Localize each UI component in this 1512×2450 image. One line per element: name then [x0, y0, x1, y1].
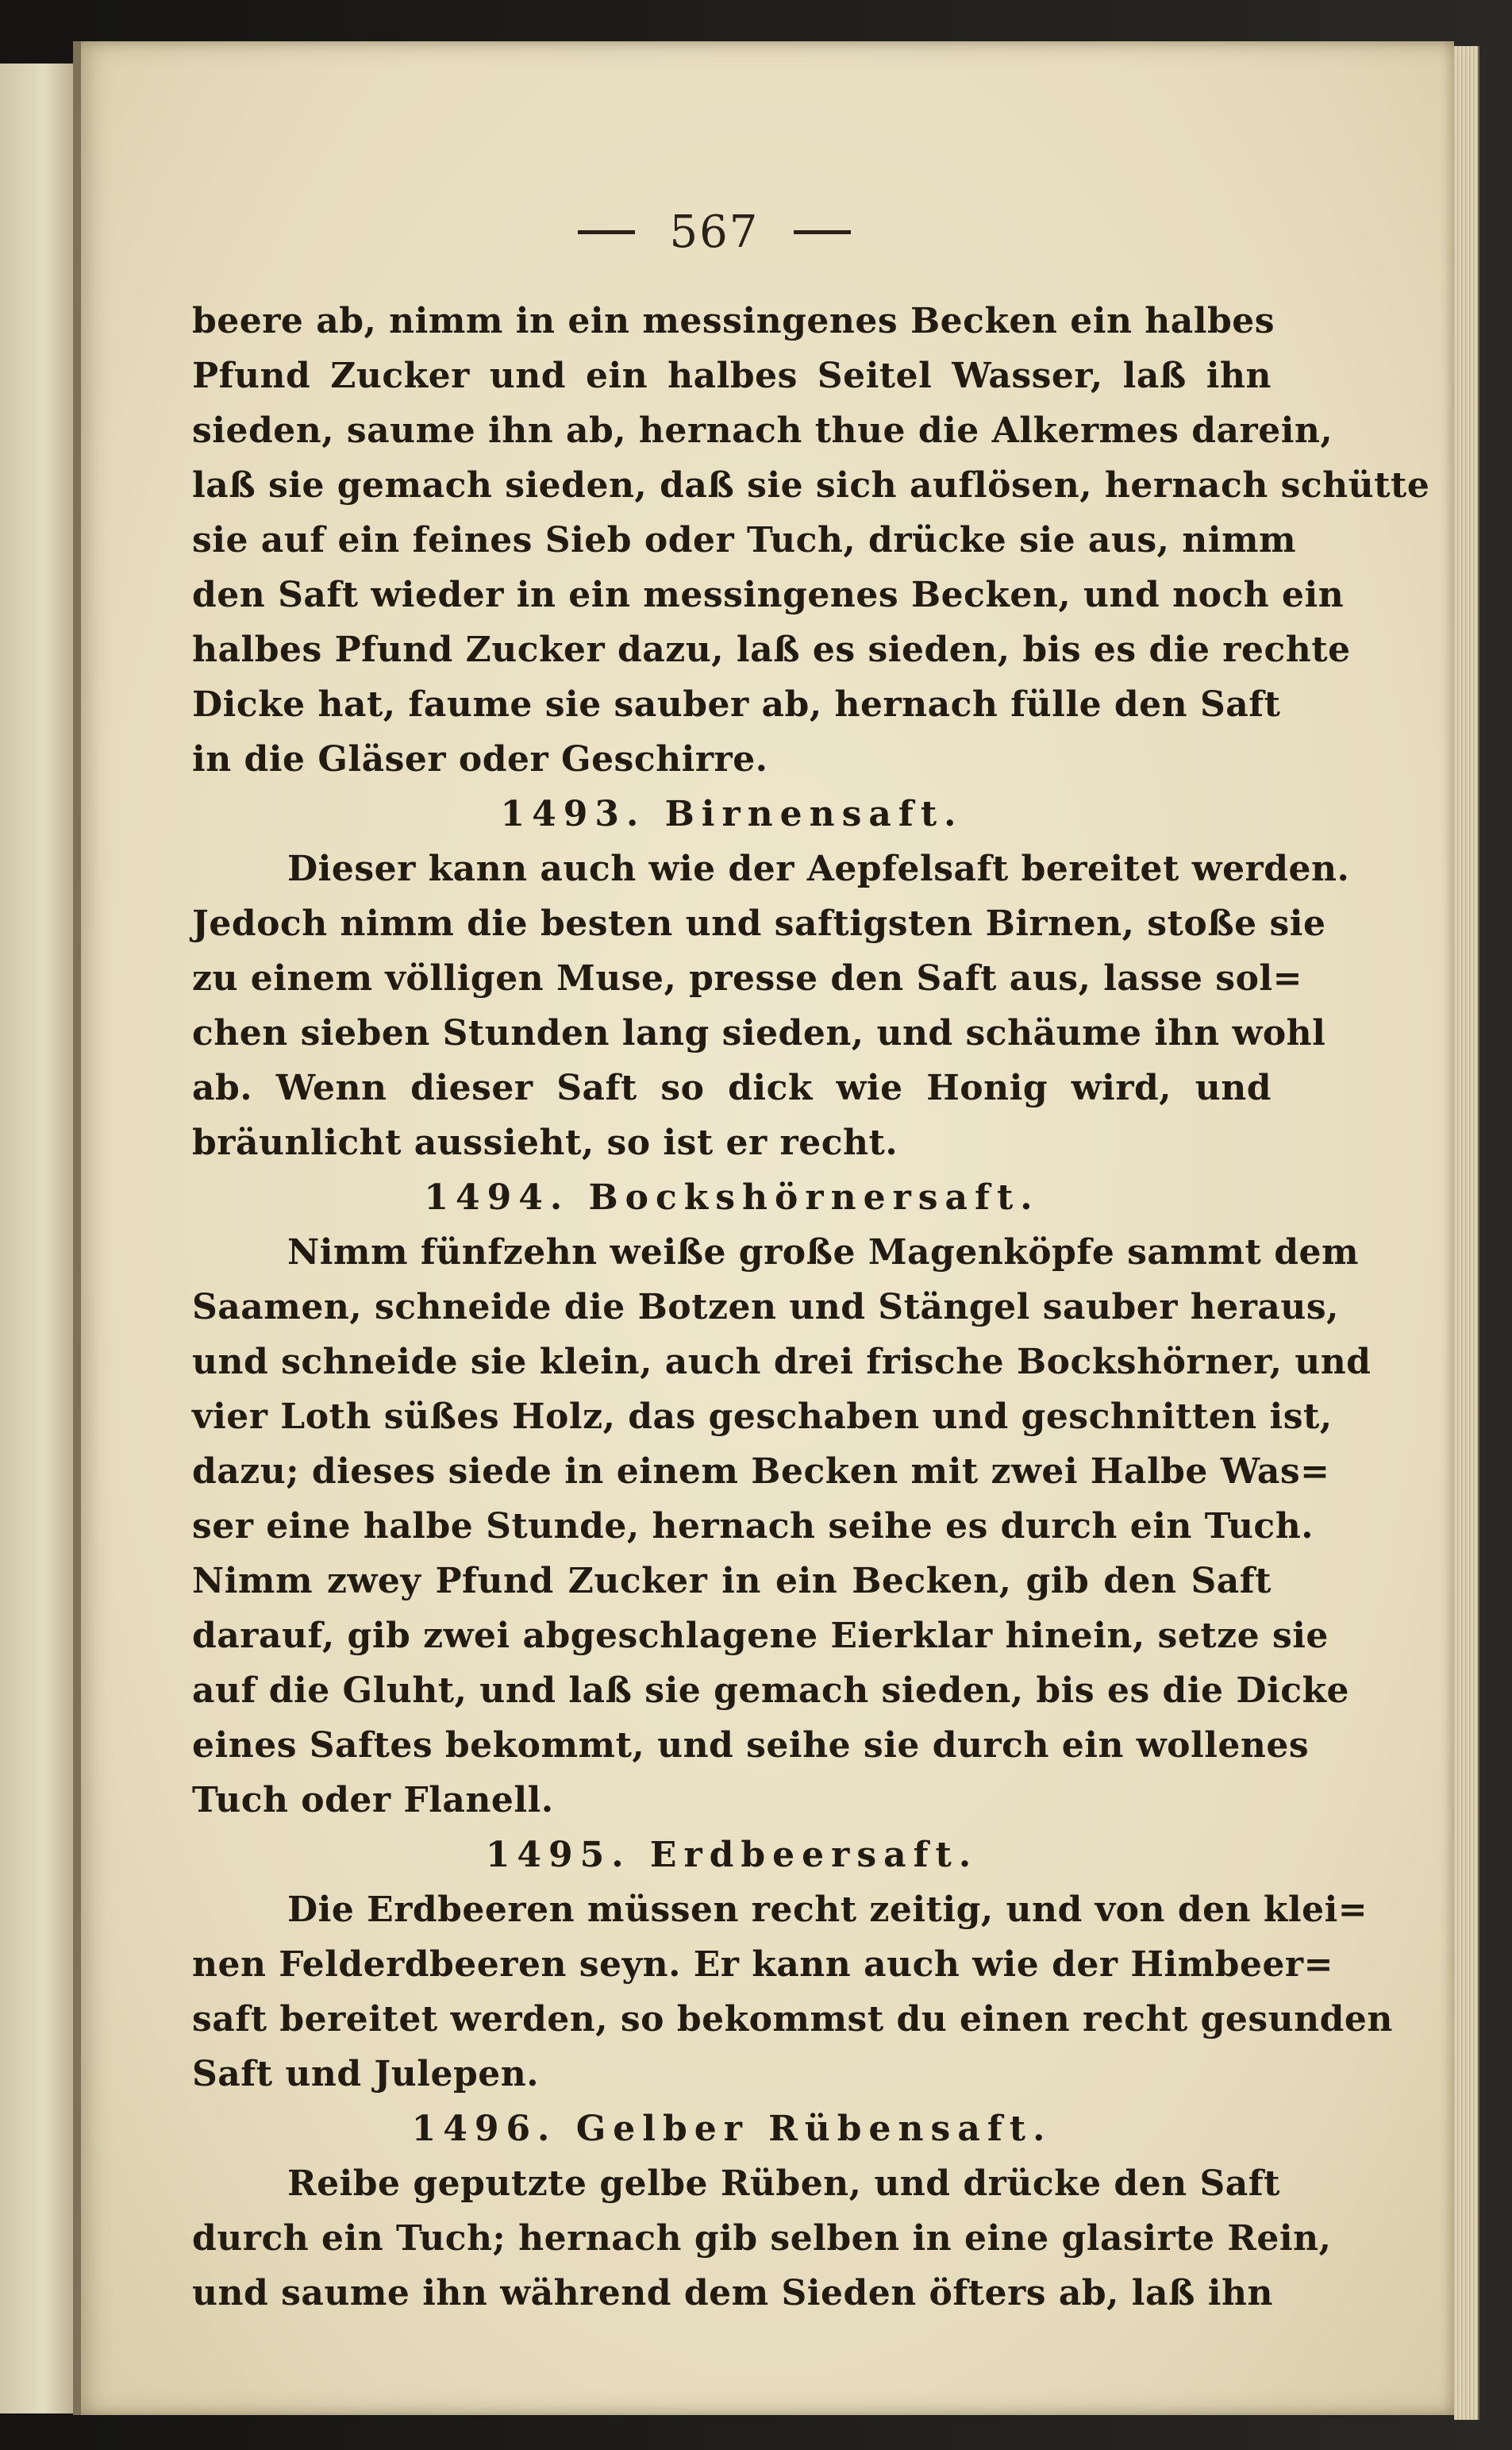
text-line: eines Saftes bekommt, und seihe sie durch ein wollenes — [192, 1725, 1310, 1766]
text-line: Saft und Julepen. — [192, 2054, 540, 2094]
recipe-heading: 1494. Bockshörnersaft. — [424, 1177, 1040, 1218]
page-gutter — [73, 41, 81, 2415]
text-line: Saamen, schneide die Botzen und Stängel sauber heraus, — [192, 1287, 1339, 1327]
text-line: dazu; dieses siede in einem Becken mit zwei Halbe Was= — [192, 1451, 1330, 1492]
page-text-body — [192, 294, 1430, 2321]
page-number: 567 — [669, 206, 760, 258]
text-line: Tuch oder Flanell. — [192, 1780, 554, 1820]
text-line: ab. Wenn dieser Saft so dick wie Honig wird, und — [192, 1068, 1272, 1108]
text-line: den Saft wieder in ein messingenes Becken, und noch ein — [192, 575, 1345, 615]
text-line: und schneide sie klein, auch drei frische Bockshörner, und — [192, 1342, 1372, 1382]
text-line: darauf, gib zwei abgeschlagene Eierklar hinein, setze sie — [192, 1616, 1329, 1656]
text-line: Die Erdbeeren müssen recht zeitig, und von den klei= — [287, 1890, 1368, 1930]
text-line: Pfund Zucker und ein halbes Seitel Wasser, laß ihn — [192, 356, 1272, 396]
text-line: auf die Gluht, und laß sie gemach sieden, bis es die Dicke — [192, 1670, 1349, 1711]
text-line: ser eine halbe Stunde, hernach seihe es durch ein Tuch. — [192, 1506, 1314, 1547]
header-dash-right — [794, 230, 851, 234]
text-line: Nimm fünfzehn weiße große Magenköpfe sammt dem — [287, 1232, 1360, 1273]
text-line: beere ab, nimm in ein messingenes Becken ein halbes — [192, 301, 1275, 341]
recipe-heading: 1495. Erdbeersaft. — [485, 1835, 979, 1875]
text-line: Dicke hat, faume sie sauber ab, hernach fülle den Saft — [192, 684, 1281, 725]
text-line: Nimm zwey Pfund Zucker in ein Becken, gib den Saft — [192, 1561, 1272, 1601]
text-line: Reibe geputzte gelbe Rüben, und drücke den Saft — [287, 2163, 1281, 2204]
page-stack-edge — [1454, 46, 1479, 2420]
text-line: laß sie gemach sieden, daß sie sich auflösen, hernach schütte — [192, 465, 1430, 506]
text-line: sieden, saume ihn ab, hernach thue die Alkermes darein, — [192, 410, 1333, 451]
text-line: halbes Pfund Zucker dazu, laß es sieden, bis es die rechte — [192, 630, 1351, 670]
text-line: Dieser kann auch wie der Aepfelsaft bereitet werden. — [287, 849, 1350, 889]
recipe-heading: 1496. Gelber Rübensaft. — [411, 2109, 1052, 2149]
text-line: in die Gläser oder Geschirre. — [192, 739, 768, 780]
text-line: durch ein Tuch; hernach gib selben in eine glasirte Rein, — [192, 2218, 1332, 2259]
header-dash-left — [578, 230, 635, 234]
text-line: sie auf ein feines Sieb oder Tuch, drücke sie aus, nimm — [192, 520, 1297, 560]
text-line: Jedoch nimm die besten und saftigsten Birnen, stoße sie — [192, 903, 1326, 944]
recipe-heading: 1493. Birnensaft. — [500, 794, 964, 834]
text-line: nen Felderdbeeren seyn. Er kann auch wie der Himbeer= — [192, 1944, 1333, 1985]
facing-page-edge — [0, 64, 75, 2413]
text-line: zu einem völligen Muse, presse den Saft aus, lasse sol= — [192, 958, 1302, 999]
text-line: saft bereitet werden, so bekommst du einen recht gesunden — [192, 1999, 1393, 2040]
page-header — [556, 200, 873, 264]
text-line: bräunlicht aussieht, so ist er recht. — [192, 1123, 898, 1163]
text-line: vier Loth süßes Holz, das geschaben und geschnitten ist, — [192, 1396, 1333, 1437]
text-line: und saume ihn während dem Sieden öfters ab, laß ihn — [192, 2273, 1273, 2313]
text-line: chen sieben Stunden lang sieden, und schäume ihn wohl — [192, 1013, 1326, 1054]
